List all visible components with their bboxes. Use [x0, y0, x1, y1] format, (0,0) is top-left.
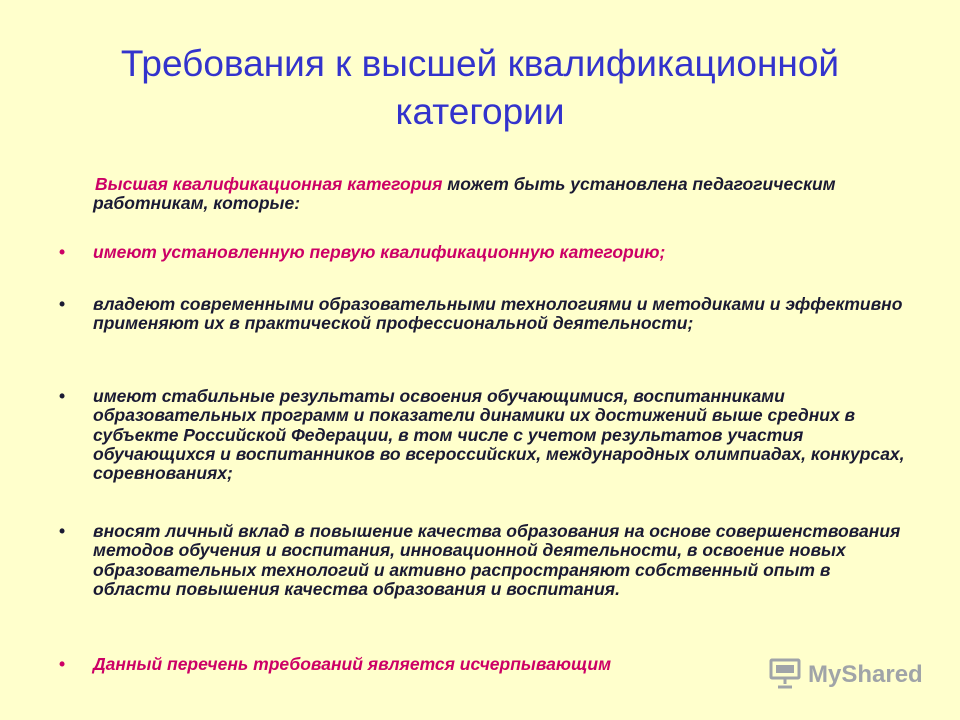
- bullet-dot: •: [59, 386, 66, 406]
- list-item: [59, 242, 913, 262]
- intro-paragraph: [93, 175, 893, 213]
- bullet-text: имеют установленную первую квалификационную категорию;: [93, 242, 666, 262]
- bullet-dot: •: [59, 294, 66, 314]
- list-item: [59, 386, 913, 484]
- bullet-dot: •: [59, 654, 66, 674]
- list-item: [59, 521, 913, 599]
- watermark-text: MyShared: [808, 661, 923, 688]
- bullet-text: имеют стабильные результаты освоения обучающимися, воспитанниками образовательных программ и показатели динамики их достижений выше средних в субъекте Российской Федерации, в том числе с учетом результатов участия обучающихся и воспитанников во всероссийских, международных олимпиадах, конкурсах, соревнованиях;: [93, 386, 905, 484]
- bullet-text: владеют современными образовательными технологиями и методиками и эффективно применяют их в практической профессиональной деятельности;: [93, 294, 903, 334]
- bullet-text: Данный перечень требований является исчерпывающим: [93, 654, 612, 674]
- presentation-board-icon: [768, 656, 802, 695]
- bullet-dot: •: [59, 242, 66, 262]
- slide-title: Требования к высшей квалификационной категории: [120, 43, 840, 132]
- intro-text: может быть установлена педагогическим работникам, которые:: [93, 174, 836, 213]
- list-item: [59, 294, 913, 334]
- bullet-dot: •: [59, 521, 66, 541]
- watermark-logo: [768, 655, 923, 695]
- intro-highlight: Высшая квалификационная категория: [95, 174, 443, 194]
- bullet-text: вносят личный вклад в повышение качества образования на основе совершенствования методов обучения и воспитания, инновационной деятельности, в освоение новых образовательных технологий и активно распространяют собственный опыт в области повышения качества образования и воспитания.: [93, 521, 901, 599]
